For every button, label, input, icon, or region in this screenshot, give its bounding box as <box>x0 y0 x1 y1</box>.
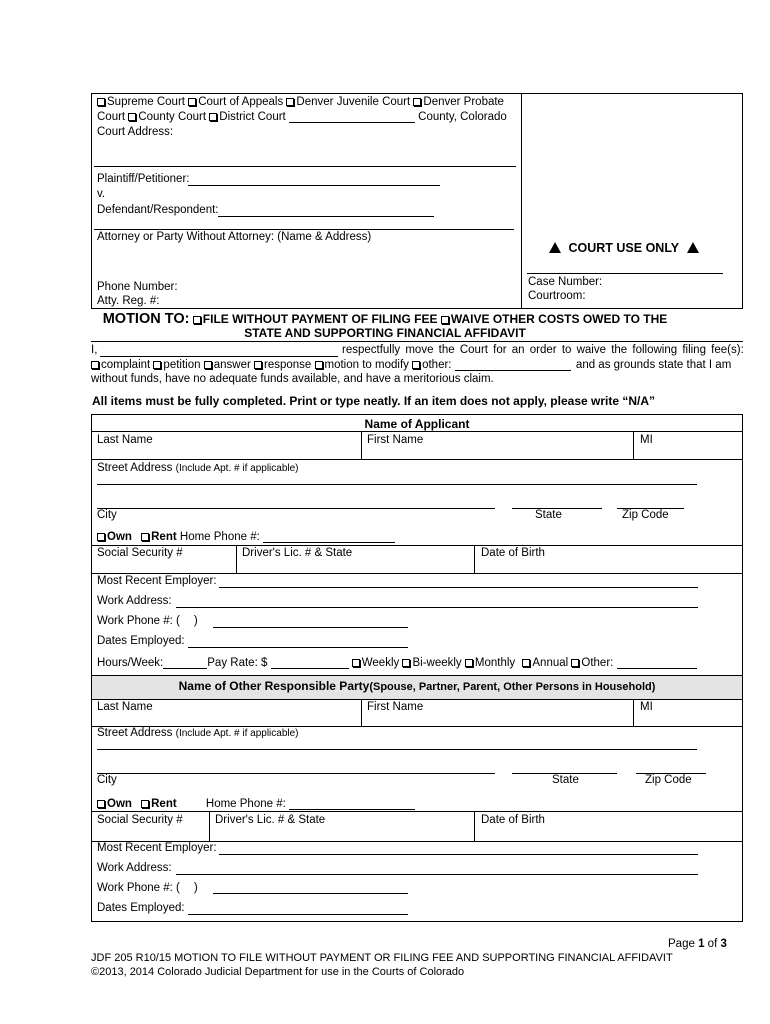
other-party-dob-label: Date of Birth <box>481 814 545 826</box>
other-party-street-label: Street Address (Include Apt. # if applicable) <box>97 727 299 739</box>
respectfully-text: respectfully move the Court for an order to waive the following filing fee(s): <box>342 344 744 356</box>
court-options-row1: Supreme Court Court of Appeals Denver Juvenile Court Denver Probate <box>97 96 504 108</box>
complaint-checkbox[interactable] <box>91 361 99 369</box>
applicant-city-label: City <box>97 509 117 521</box>
applicant-name-divider <box>361 431 362 459</box>
applicant-street-label: Street Address (Include Apt. # if applicable) <box>97 462 299 474</box>
applicant-dob-divider <box>474 545 475 573</box>
applicant-ssn-divider <box>236 545 237 573</box>
without-funds-text: without funds, have no adequate funds available, and have a meritorious claim. <box>91 373 494 385</box>
other-party-employer-field[interactable] <box>219 854 698 855</box>
other-pay-checkbox[interactable] <box>571 659 579 667</box>
applicant-own-checkbox[interactable] <box>97 533 105 541</box>
other-party-mi-label: MI <box>640 701 653 713</box>
other-party-first-name-label: First Name <box>367 701 424 713</box>
other-party-city-label: City <box>97 774 117 786</box>
applicant-id-row-top <box>91 545 743 546</box>
other-fee-checkbox[interactable] <box>412 361 420 369</box>
other-party-street-field[interactable] <box>97 749 697 750</box>
caption-separator-line <box>94 229 514 230</box>
applicant-work-phone-label: Work Phone #: ( ) <box>97 615 198 627</box>
applicant-home-phone-field[interactable] <box>263 532 395 543</box>
other-party-state-label: State <box>552 774 579 786</box>
applicant-work-address-field[interactable] <box>176 607 698 608</box>
form-id-line: JDF 205 R10/15 MOTION TO FILE WITHOUT PAYMENT OR FILING FEE AND SUPPORTING FINANCIAL AFFIDAVIT <box>91 952 673 964</box>
court-use-only: COURT USE ONLY <box>549 241 699 255</box>
applicant-header-rule <box>91 431 743 432</box>
county-court-checkbox[interactable] <box>128 113 136 121</box>
court-use-separator <box>527 273 723 274</box>
other-party-last-name-label: Last Name <box>97 701 153 713</box>
applicant-state-label: State <box>535 509 562 521</box>
weekly-checkbox[interactable] <box>352 659 360 667</box>
other-party-dob-divider <box>474 811 475 841</box>
applicant-row-rule <box>91 459 743 460</box>
motion-title: MOTION TO: FILE WITHOUT PAYMENT OF FILING FEE WAIVE OTHER COSTS OWED TO THE <box>102 311 668 327</box>
annual-checkbox[interactable] <box>522 659 530 667</box>
motion-to-modify-checkbox[interactable] <box>315 361 323 369</box>
applicant-employer-field[interactable] <box>219 587 698 588</box>
court-address-line[interactable] <box>94 166 516 167</box>
other-party-ssn-divider <box>209 811 210 841</box>
other-party-own-rent-row: Own Rent Home Phone #: <box>97 798 415 810</box>
applicant-ssn-label: Social Security # <box>97 547 183 559</box>
other-party-id-row-top <box>91 811 743 812</box>
biweekly-checkbox[interactable] <box>402 659 410 667</box>
other-party-dates-label: Dates Employed: <box>97 902 185 914</box>
applicant-work-phone-field[interactable] <box>213 627 408 628</box>
applicant-street-field[interactable] <box>97 484 697 485</box>
waive-costs-checkbox[interactable] <box>441 316 449 324</box>
supreme-court-checkbox[interactable] <box>97 98 105 106</box>
up-triangle-icon <box>549 242 561 253</box>
applicant-pay-rate-field[interactable] <box>271 658 349 669</box>
court-options-row2: Court County Court District Court County, Colorado <box>97 111 507 123</box>
applicant-dl-label: Driver's Lic. # & State <box>242 547 353 559</box>
fee-options-row: complaint petition answer response motion to modify other: and as grounds state that I am <box>91 359 731 371</box>
other-party-own-checkbox[interactable] <box>97 800 105 808</box>
petition-checkbox[interactable] <box>153 361 161 369</box>
other-fee-field[interactable] <box>455 360 571 371</box>
file-without-fee-checkbox[interactable] <box>193 316 201 324</box>
juvenile-court-checkbox[interactable] <box>286 98 294 106</box>
applicant-employer-label: Most Recent Employer: <box>97 575 217 587</box>
up-triangle-icon <box>687 242 699 253</box>
copyright-line: ©2013, 2014 Colorado Judicial Department for use in the Courts of Colorado <box>91 966 465 978</box>
defendant-field[interactable] <box>218 216 434 217</box>
name-field[interactable] <box>100 356 338 357</box>
other-party-dates-field[interactable] <box>188 914 408 915</box>
applicant-header: Name of Applicant <box>364 417 470 431</box>
other-party-work-address-field[interactable] <box>176 874 698 875</box>
instruction-text: All items must be fully completed. Print or type neatly. If an item does not apply, please write “N/A” <box>92 394 656 408</box>
atty-reg-label: Atty. Reg. #: <box>97 295 160 307</box>
applicant-city-field[interactable] <box>97 508 495 509</box>
applicant-dates-label: Dates Employed: <box>97 635 185 647</box>
applicant-rent-checkbox[interactable] <box>141 533 149 541</box>
applicant-first-name-label: First Name <box>367 434 424 446</box>
other-party-name-divider <box>361 699 362 726</box>
phone-label: Phone Number: <box>97 281 178 293</box>
applicant-hours-field[interactable] <box>163 658 207 669</box>
applicant-id-row-bottom <box>91 573 743 574</box>
attorney-label: Attorney or Party Without Attorney: (Name & Address) <box>97 231 372 243</box>
other-party-zip-label: Zip Code <box>645 774 692 786</box>
other-party-header: Name of Other Responsible Party(Spouse, Partner, Parent, Other Persons in Household) <box>178 679 656 693</box>
applicant-last-name-label: Last Name <box>97 434 153 446</box>
caption-box <box>91 93 743 309</box>
other-party-rent-checkbox[interactable] <box>141 800 149 808</box>
defendant-label: Defendant/Respondent: <box>97 204 219 216</box>
page-number: Page 1 of 3 <box>668 938 727 950</box>
applicant-zip-label: Zip Code <box>622 509 669 521</box>
other-party-header-rule <box>91 699 743 700</box>
motion-title-rule <box>91 341 743 342</box>
other-pay-field[interactable] <box>617 658 697 669</box>
court-of-appeals-checkbox[interactable] <box>188 98 196 106</box>
other-party-mi-divider <box>633 699 634 726</box>
other-party-employer-label: Most Recent Employer: <box>97 842 217 854</box>
applicant-dates-field[interactable] <box>188 647 408 648</box>
applicant-work-address-label: Work Address: <box>97 595 172 607</box>
other-party-work-address-label: Work Address: <box>97 862 172 874</box>
other-party-dl-label: Driver's Lic. # & State <box>215 814 326 826</box>
applicant-own-rent-row: Own Rent Home Phone #: <box>97 531 395 543</box>
motion-title-line2: STATE AND SUPPORTING FINANCIAL AFFIDAVIT <box>244 326 526 340</box>
applicant-dob-label: Date of Birth <box>481 547 545 559</box>
courtroom-label: Courtroom: <box>528 290 586 302</box>
district-court-checkbox[interactable] <box>209 113 217 121</box>
applicant-mi-label: MI <box>640 434 653 446</box>
probate-court-checkbox[interactable] <box>413 98 421 106</box>
other-party-work-phone-field[interactable] <box>213 893 408 894</box>
plaintiff-label: Plaintiff/Petitioner: <box>97 173 190 185</box>
case-number-label: Case Number: <box>528 276 603 288</box>
caption-divider <box>521 93 522 309</box>
applicant-hours-pay-row: Hours/Week: Pay Rate: $ Weekly Bi-weekly Monthly Annual Other: <box>97 657 697 669</box>
court-address-label: Court Address: <box>97 126 174 138</box>
other-party-city-field[interactable] <box>97 773 495 774</box>
other-party-work-phone-label: Work Phone #: ( ) <box>97 882 198 894</box>
other-party-ssn-label: Social Security # <box>97 814 183 826</box>
i-label: I, <box>91 344 98 356</box>
other-party-home-phone-field[interactable] <box>289 799 415 810</box>
applicant-mi-divider <box>633 431 634 459</box>
versus-label: v. <box>97 188 106 200</box>
plaintiff-field[interactable] <box>188 185 440 186</box>
response-checkbox[interactable] <box>254 361 262 369</box>
county-name-field[interactable] <box>289 112 415 123</box>
monthly-checkbox[interactable] <box>465 659 473 667</box>
answer-checkbox[interactable] <box>204 361 212 369</box>
